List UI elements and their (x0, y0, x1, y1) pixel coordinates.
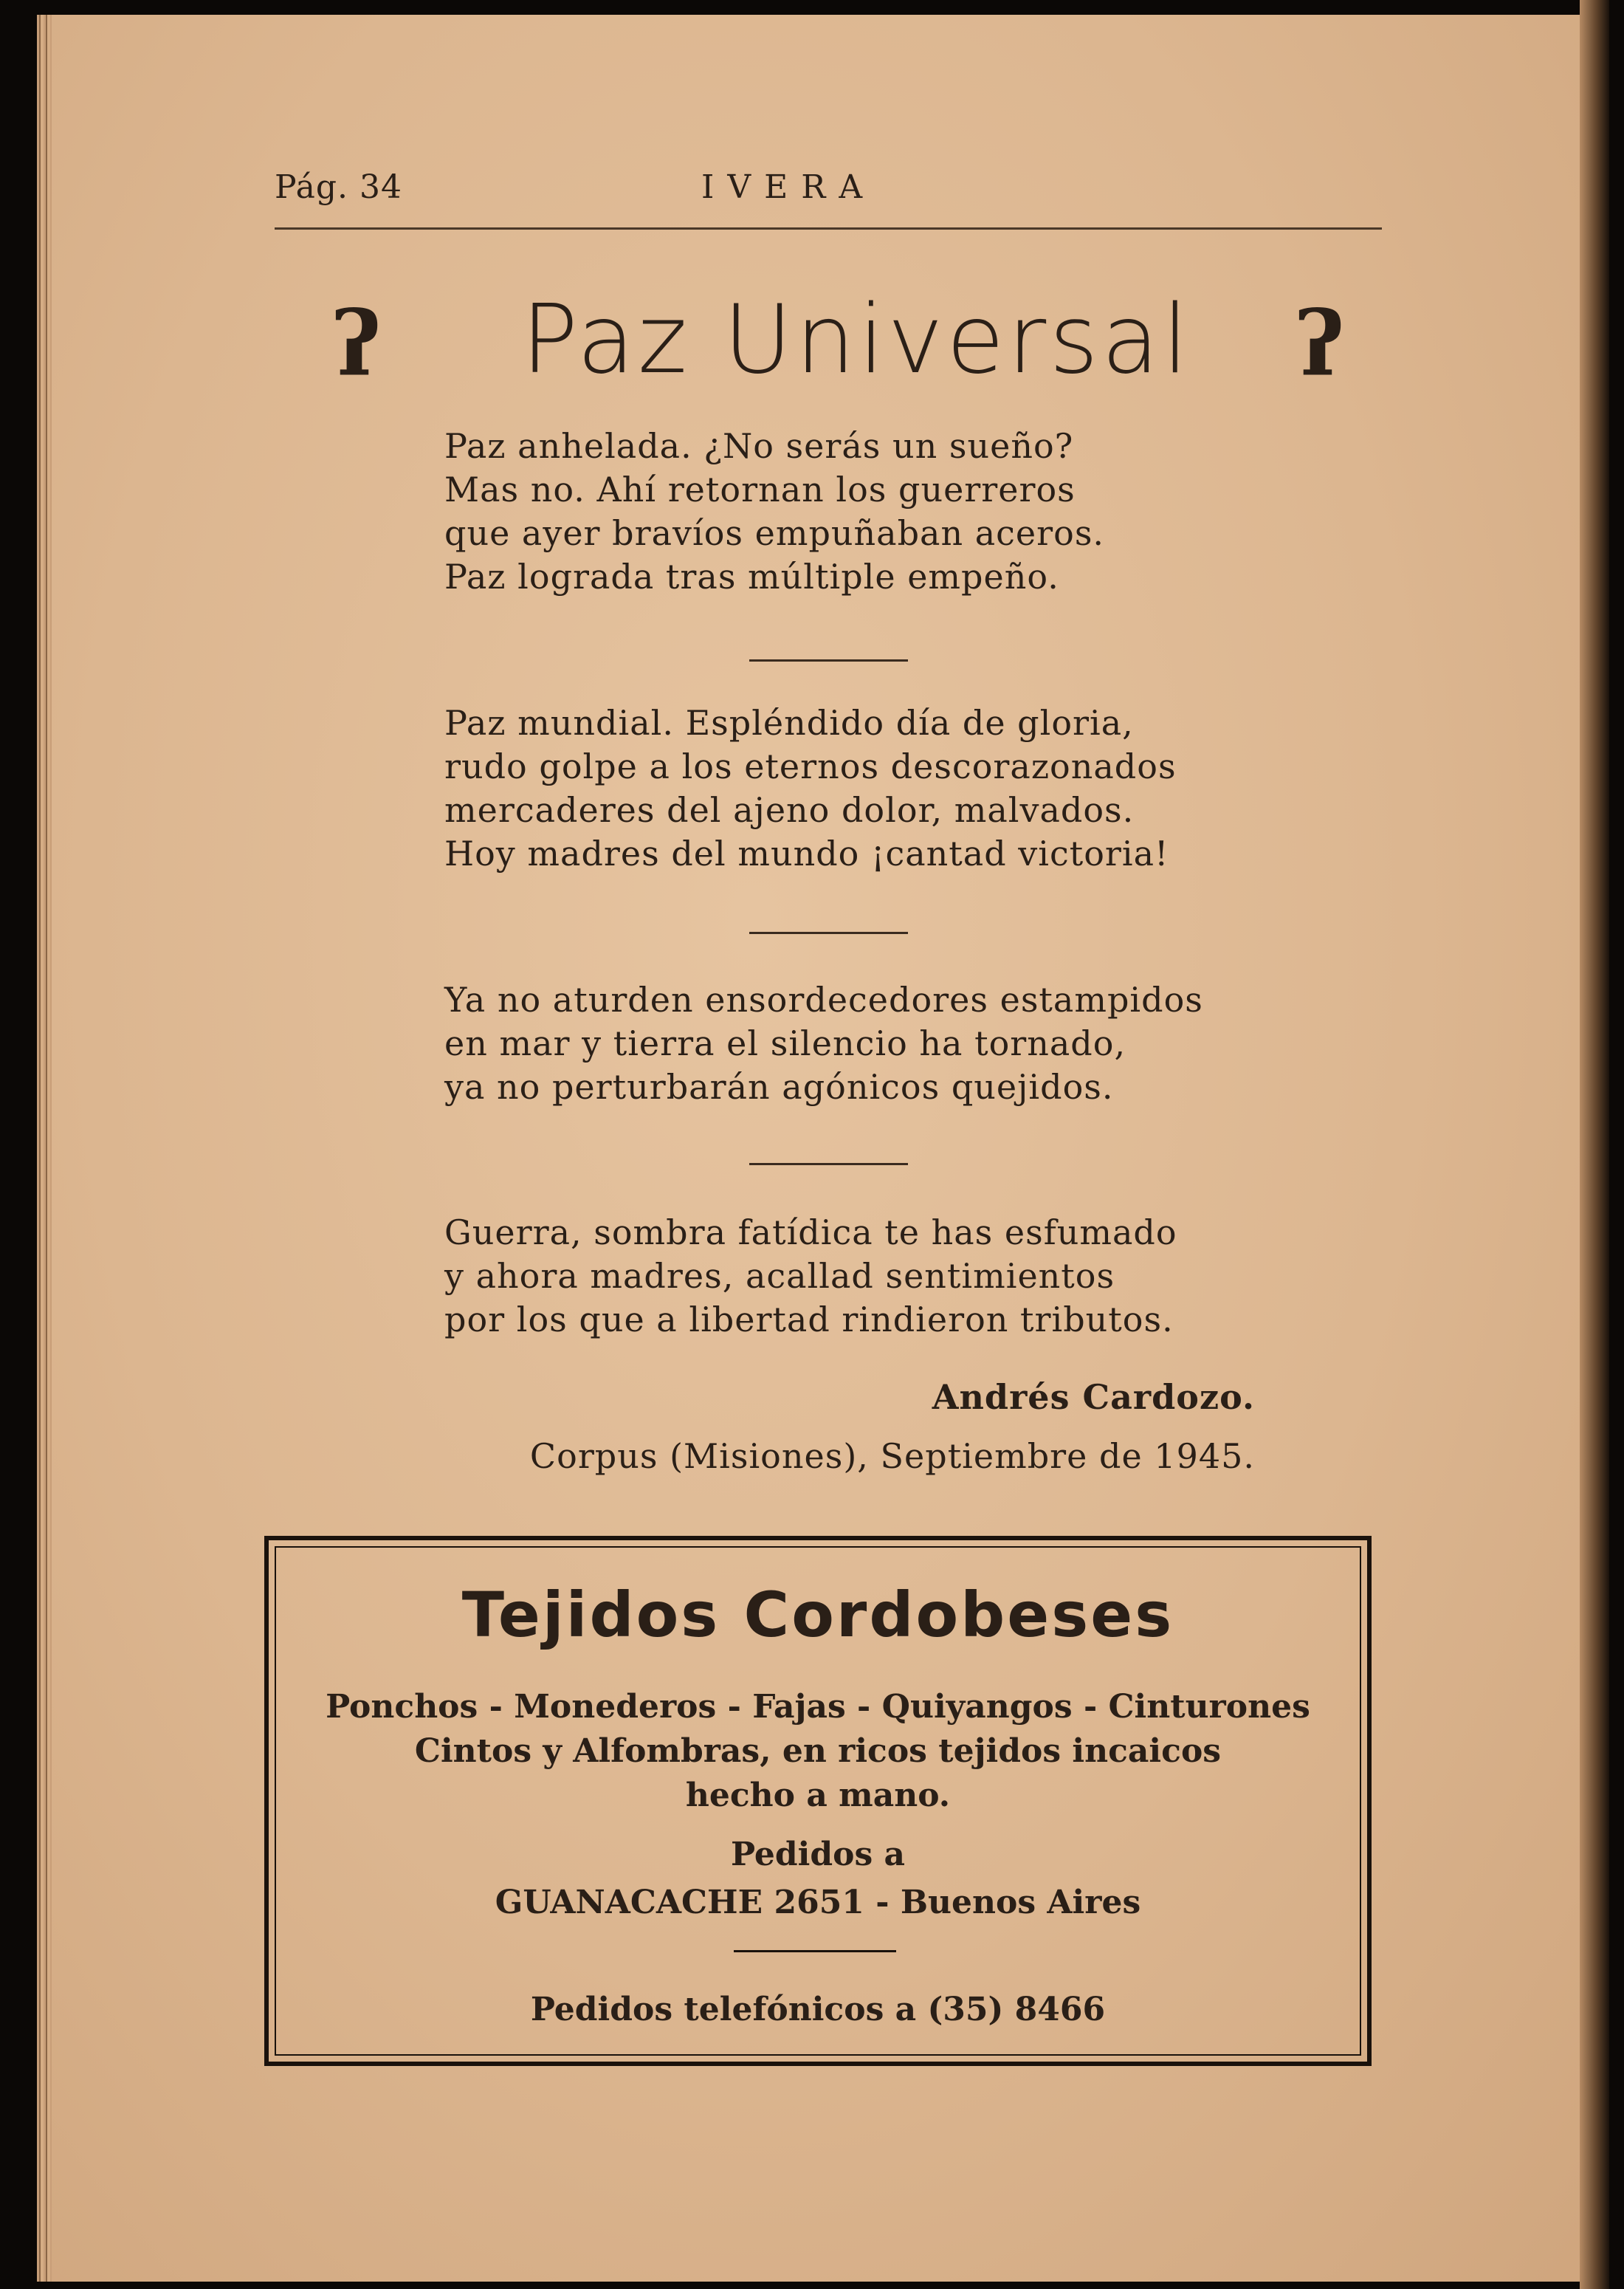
poem-line: ya no perturbarán agónicos quejidos. (444, 1067, 1114, 1107)
poem-author: Andrés Cardozo. (932, 1377, 1255, 1417)
poem-line: en mar y tierra el silencio ha tornado, (444, 1023, 1126, 1063)
poem-line: por los que a libertad rindieron tributos. (444, 1300, 1174, 1339)
poem-line: que ayer bravíos empuñaban aceros. (444, 513, 1105, 553)
book-spine (1580, 0, 1609, 2289)
stanza-4 (444, 1211, 1330, 1342)
poem-line: Paz mundial. Espléndido día de gloria, (444, 703, 1134, 743)
poem-line: Hoy madres del mundo ¡cantad victoria! (444, 834, 1169, 874)
poem-place-date: Corpus (Misiones), Septiembre de 1945. (529, 1436, 1255, 1476)
stanza-separator (749, 932, 908, 934)
title-ornament-left: ʔ (332, 292, 382, 396)
poem-line: Paz lograda tras múltiple empeño. (444, 557, 1059, 597)
ad-title: Tejidos Cordobeses (461, 1579, 1174, 1651)
poem-title: Paz Universal (521, 284, 1191, 395)
poem-line: rudo golpe a los eternos descorazonados (444, 747, 1177, 786)
ad-products: Ponchos - Monederos - Fajas - Quiyangos - Cinturones (326, 1688, 1310, 1726)
poem-line: Guerra, sombra fatídica te has esfumado (444, 1212, 1177, 1252)
poem-line: y ahora madres, acallad sentimientos (444, 1256, 1115, 1296)
ad-products-2: Cintos y Alfombras, en ricos tejidos incaicos (414, 1732, 1222, 1770)
stanza-3 (444, 978, 1330, 1109)
ad-orders-label: Pedidos a (730, 1836, 906, 1873)
poem-line: Ya no aturden ensordecedores estampidos (444, 980, 1203, 1020)
poem-line: mercaderes del ajeno dolor, malvados. (444, 790, 1135, 830)
poem-line: Paz anhelada. ¿No serás un sueño? (444, 426, 1074, 466)
page-number: Pág. 34 (275, 168, 402, 206)
stanza-separator (749, 659, 908, 662)
stanza-separator (749, 1163, 908, 1165)
ad-products-3: hecho a mano. (685, 1777, 951, 1814)
advertisement-box (264, 1536, 1372, 2066)
poem-line: Mas no. Ahí retornan los guerreros (444, 470, 1076, 509)
ad-address: GUANACACHE 2651 - Buenos Aires (495, 1884, 1141, 1921)
publication-title: IVERA (701, 168, 876, 206)
title-ornament-right: ʔ (1296, 292, 1345, 396)
stanza-2 (444, 701, 1330, 876)
ad-separator (734, 1950, 896, 1952)
stanza-1 (444, 425, 1330, 599)
header-rule (275, 227, 1382, 230)
ad-phone: Pedidos telefónicos a (35) 8466 (530, 1991, 1106, 2028)
